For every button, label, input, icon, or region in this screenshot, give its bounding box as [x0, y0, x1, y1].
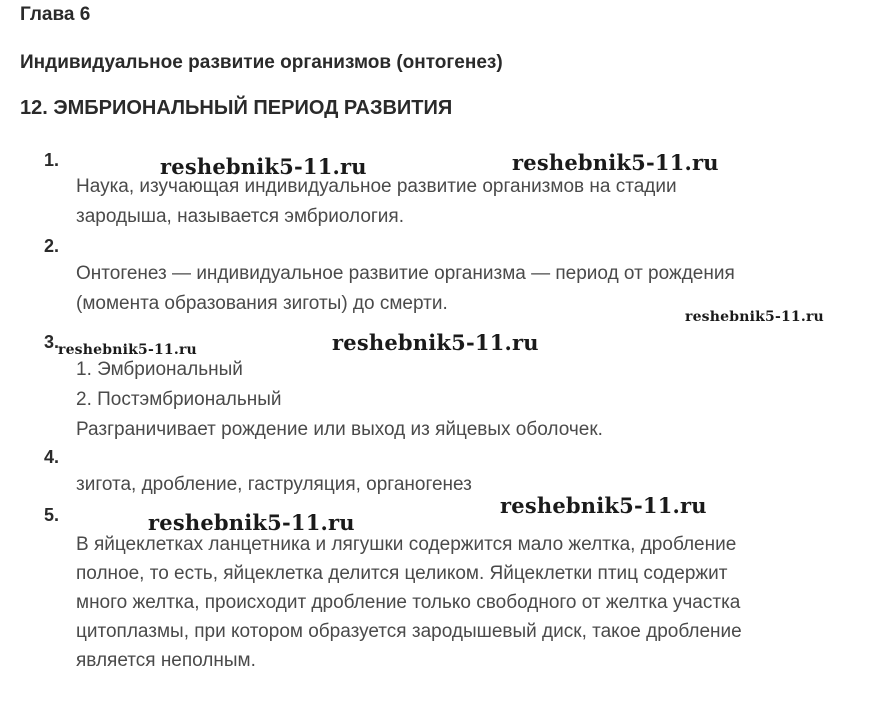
watermark: reshebnik5-11.ru	[685, 309, 824, 325]
item-1-line-1: Наука, изучающая индивидуальное развитие организмов на стадии	[76, 176, 677, 197]
item-number-3: 3.	[44, 332, 60, 352]
item-3-line-1: 1. Эмбриональный	[76, 359, 243, 380]
watermark: reshebnik5-11.ru	[500, 493, 707, 518]
item-number-2: 2.	[44, 236, 60, 256]
chapter-subtitle: Индивидуальное развитие организмов (онтогенез)	[20, 52, 503, 73]
item-number-1: 1.	[44, 150, 60, 170]
item-4-line-1: зигота, дробление, гаструляция, органогенез	[76, 474, 472, 495]
item-5-line-4: цитоплазмы, при котором образуется зародышевый диск, такое дробление	[76, 621, 742, 642]
chapter-title: Глава 6	[20, 4, 91, 25]
watermark: reshebnik5-11.ru	[148, 510, 355, 535]
item-3-line-2: 2. Постэмбриональный	[76, 389, 282, 410]
watermark: reshebnik5-11.ru	[332, 330, 539, 355]
item-1-line-2: зародыша, называется эмбриология.	[76, 206, 404, 227]
item-number-5: 5.	[44, 505, 60, 525]
item-5-line-1: В яйцеклетках ланцетника и лягушки содержится мало желтка, дробление	[76, 534, 737, 555]
item-2-line-1: Онтогенез — индивидуальное развитие организма — период от рождения	[76, 263, 735, 284]
item-number-4: 4.	[44, 447, 60, 467]
watermark: reshebnik5-11.ru	[512, 150, 719, 175]
watermark: reshebnik5-11.ru	[58, 342, 197, 358]
watermark: reshebnik5-11.ru	[160, 154, 367, 179]
item-2-line-2: (момента образования зиготы) до смерти.	[76, 293, 448, 314]
section-title: 12. ЭМБРИОНАЛЬНЫЙ ПЕРИОД РАЗВИТИЯ	[20, 97, 453, 119]
item-3-line-3: Разграничивает рождение или выход из яйцевых оболочек.	[76, 419, 603, 440]
item-5-line-2: полное, то есть, яйцеклетка делится целиком. Яйцеклетки птиц содержит	[76, 563, 728, 584]
item-5-line-5: является неполным.	[76, 650, 256, 671]
item-5-line-3: много желтка, происходит дробление только свободного от желтка участка	[76, 592, 741, 613]
